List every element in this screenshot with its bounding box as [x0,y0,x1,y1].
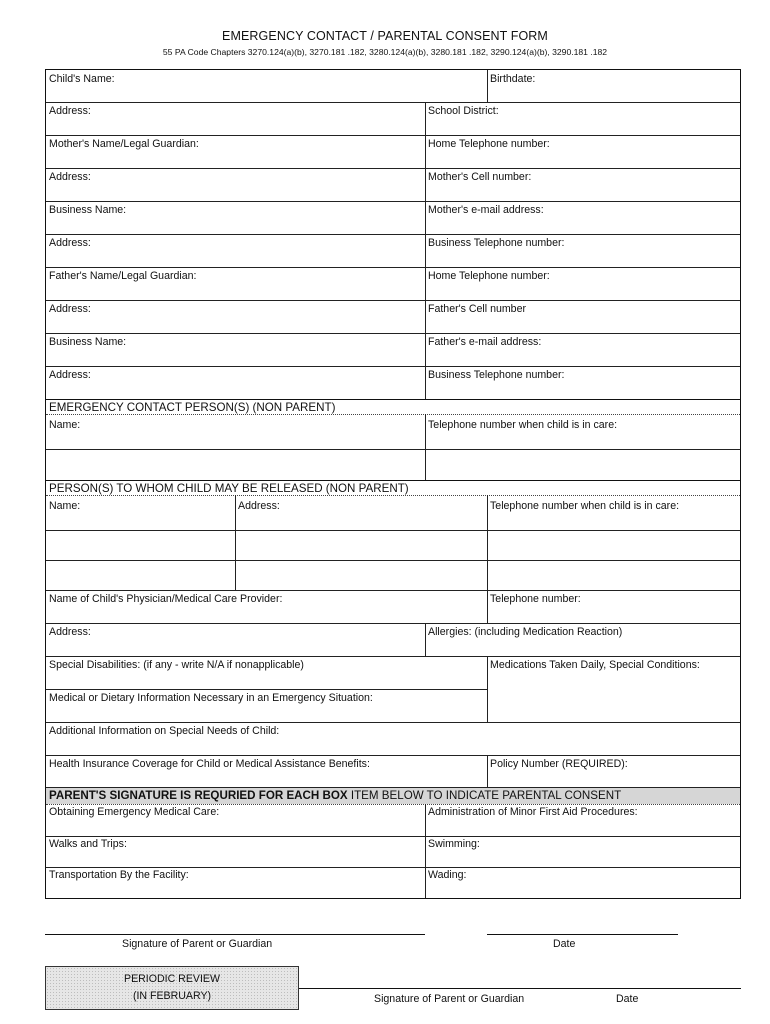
walks-trips-label: Walks and Trips: [49,838,127,850]
mother-cell-label: Mother's Cell number: [428,171,532,183]
father-business-name-label: Business Name: [49,336,127,348]
allergies-label: Allergies: (including Medication Reaction) [428,626,623,638]
father-email-label: Father's e-mail address: [428,336,542,348]
review-date-label: Date [616,993,639,1005]
mother-name-label: Mother's Name/Legal Guardian: [49,138,199,150]
form-table [45,69,741,899]
physician-phone-label: Telephone number: [490,593,581,605]
periodic-review-title: PERIODIC REVIEW [124,973,220,985]
mother-business-address-label: Address: [49,237,91,249]
wading-label: Wading: [428,869,467,881]
emergency-contact-heading: EMERGENCY CONTACT PERSON(S) (NON PARENT) [49,401,336,414]
date-label: Date [553,938,576,950]
policy-number-label: Policy Number (REQUIRED): [490,758,628,770]
release-name-label: Name: [49,500,81,512]
signature-label: Signature of Parent or Guardian [122,938,273,950]
emergency-name-label: Name: [49,419,81,431]
swimming-label: Swimming: [428,838,480,850]
form-subtitle: 55 PA Code Chapters 3270.124(a)(b), 3270.181 .182, 3280.124(a)(b), 3280.181 .182, 3290.124(a)(b), 3290.181 .182 [162,47,608,57]
review-signature-line[interactable] [299,988,741,989]
insurance-label: Health Insurance Coverage for Child or Medical Assistance Benefits: [49,758,370,770]
first-aid-label: Administration of Minor First Aid Procedures: [428,806,638,818]
mother-business-phone-label: Business Telephone number: [428,237,565,249]
mother-email-label: Mother's e-mail address: [428,204,544,216]
mother-address-label: Address: [49,171,91,183]
periodic-review-month: (IN FEBRUARY) [132,990,212,1002]
emergency-phone-label: Telephone number when child is in care: [428,419,618,431]
transportation-label: Transportation By the Facility: [49,869,189,881]
father-business-address-label: Address: [49,369,91,381]
additional-info-label: Additional Information on Special Needs of Child: [49,725,280,737]
emergency-care-label: Obtaining Emergency Medical Care: [49,806,220,818]
disabilities-label: Special Disabilities: (if any - write N/A if nonapplicable) [49,659,304,671]
child-name-label: Child's Name: [49,73,115,85]
father-home-phone-label: Home Telephone number: [428,270,550,282]
date-line[interactable] [487,934,678,935]
father-business-phone-label: Business Telephone number: [428,369,565,381]
periodic-review-box [45,966,299,1010]
address-label: Address: [49,105,91,117]
consent-heading-bold: PARENT'S SIGNATURE IS REQURIED FOR EACH BOX [49,789,348,802]
release-heading: PERSON(S) TO WHOM CHILD MAY BE RELEASED (NON PARENT) [49,482,409,495]
physician-label: Name of Child's Physician/Medical Care Provider: [49,593,283,605]
release-phone-label: Telephone number when child is in care: [490,500,680,512]
father-cell-label: Father's Cell number [428,303,526,315]
signature-line[interactable] [45,934,425,935]
birthdate-label: Birthdate: [490,73,536,85]
consent-heading [49,789,621,803]
father-address-label: Address: [49,303,91,315]
physician-address-label: Address: [49,626,91,638]
form-title: EMERGENCY CONTACT / PARENTAL CONSENT FORM [222,29,548,43]
release-address-label: Address: [238,500,280,512]
school-district-label: School District: [428,105,499,117]
mother-home-phone-label: Home Telephone number: [428,138,550,150]
mother-business-name-label: Business Name: [49,204,127,216]
review-signature-label: Signature of Parent or Guardian [374,993,525,1005]
consent-heading-rest: ITEM BELOW TO INDICATE PARENTAL CONSENT [347,789,622,802]
medications-label: Medications Taken Daily, Special Conditions: [490,659,700,671]
dietary-label: Medical or Dietary Information Necessary in an Emergency Situation: [49,692,373,704]
father-name-label: Father's Name/Legal Guardian: [49,270,197,282]
